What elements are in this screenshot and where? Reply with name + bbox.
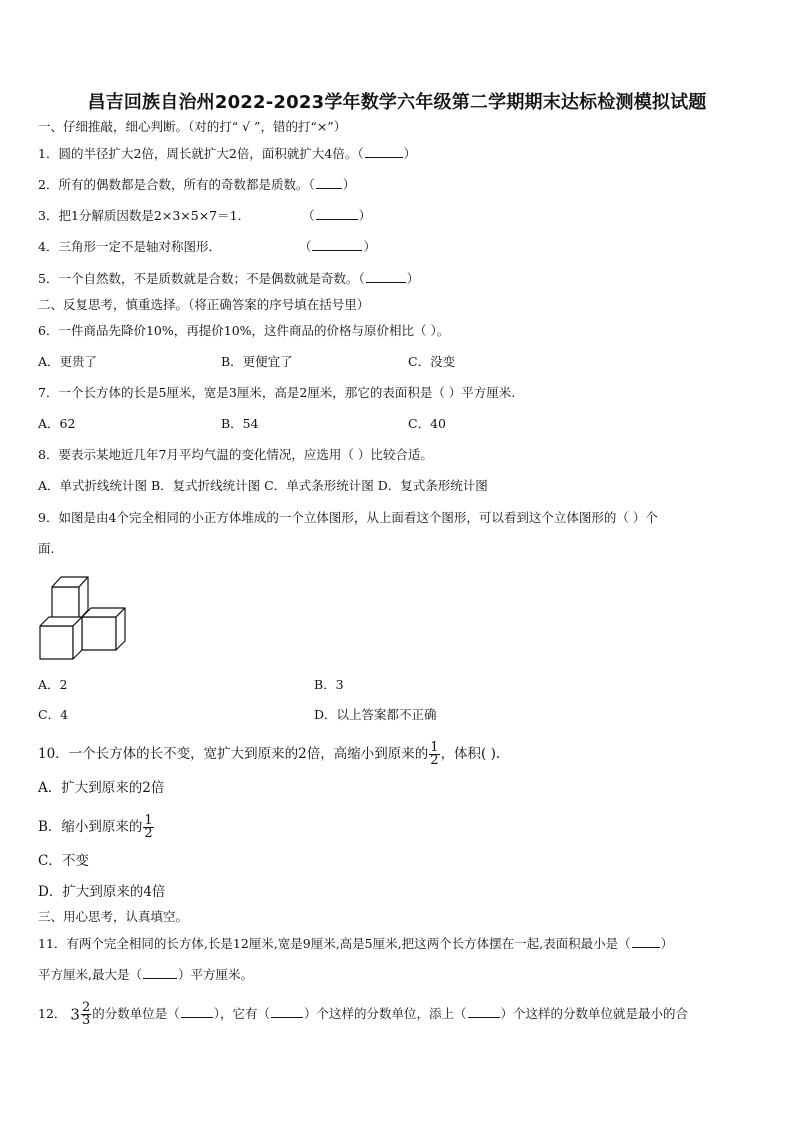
- q7-option-b[interactable]: B．54: [221, 416, 259, 431]
- q9-option-d[interactable]: D．以上答案都不正确: [314, 707, 437, 722]
- section1-heading: 一、仔细推敲，细心判断。（对的打“ √ ”，错的打“×”）: [38, 119, 347, 134]
- answer-blank[interactable]: [271, 1006, 303, 1018]
- q9-option-a[interactable]: A．2: [38, 677, 68, 692]
- question-6: 6．一件商品先降价10%，再提价10%，这件商品的价格与原价相比（ ）。: [38, 323, 450, 338]
- answer-blank[interactable]: [468, 1006, 500, 1018]
- mixed-number-whole: 3: [70, 1005, 80, 1024]
- question-3: 3．把1分解质因数是2×3×5×7＝1． （ ）: [38, 208, 372, 223]
- q10-option-d[interactable]: D．扩大到原来的4倍: [38, 884, 166, 900]
- q8-options[interactable]: A．单式折线统计图 B．复式折线统计图 C．单式条形统计图 D．复式条形统计图: [38, 478, 488, 493]
- q10-option-c[interactable]: C．不变: [38, 853, 89, 869]
- section2-heading: 二、反复思考，慎重选择。（将正确答案的序号填在括号里）: [38, 297, 370, 312]
- fraction-one-half: $\frac{1}{2}$: [430, 740, 439, 768]
- fraction-one-half: $\frac{1}{2}$: [144, 813, 153, 841]
- answer-blank[interactable]: [632, 936, 660, 948]
- question-7: 7．一个长方体的长是5厘米，宽是3厘米，高是2厘米，那它的表面积是（ ）平方厘米.: [38, 385, 516, 400]
- question-10: 10．一个长方体的长不变，宽扩大到原来的2倍，高缩小到原来的 $\frac{1}{2}$ ，体积( ).: [38, 740, 501, 768]
- answer-blank[interactable]: [365, 146, 403, 158]
- section3-heading: 三、用心思考，认真填空。: [38, 909, 189, 924]
- answer-blank[interactable]: [181, 1006, 213, 1018]
- q9-option-b[interactable]: B．3: [314, 677, 344, 692]
- question-5: 5．一个自然数，不是质数就是合数；不是偶数就是奇数。（ ）: [38, 271, 420, 286]
- q10-option-b[interactable]: B．缩小到原来的 $\frac{1}{2}$: [38, 813, 153, 841]
- question-9-cont: 面.: [38, 541, 55, 556]
- question-9: 9．如图是由4个完全相同的小正方体堆成的一个立体图形，从上面看这个图形，可以看到这个立体图形的（ ）个: [38, 510, 658, 525]
- answer-blank[interactable]: [316, 208, 358, 220]
- q6-option-b[interactable]: B．更便宜了: [221, 354, 293, 369]
- question-4: 4．三角形一定不是轴对称图形． （ ）: [38, 239, 376, 254]
- page-title: 昌吉回族自治州2022-2023学年数学六年级第二学期期末达标检测模拟试题: [87, 92, 707, 113]
- question-2: 2．所有的偶数都是合数，所有的奇数都是质数。（ ）: [38, 177, 356, 192]
- question-1: 1．圆的半径扩大2倍，周长就扩大2倍，面积就扩大4倍。（ ）: [38, 146, 417, 161]
- answer-blank[interactable]: [312, 239, 362, 251]
- q7-option-c[interactable]: C．40: [408, 416, 446, 431]
- question-12: 12． 3 $\frac{2}{3}$ 的分数单位是（ ），它有（ ）个这样的分数单位，添上（ ）个这样的分数单位就是最小的合: [38, 1000, 689, 1028]
- q6-option-c[interactable]: C．没变: [408, 354, 456, 369]
- question-11-cont: 平方厘米,最大是（ ）平方厘米。: [38, 967, 253, 982]
- mixed-number-fraction: $\frac{2}{3}$: [81, 1000, 91, 1028]
- question-8: 8．要表示某地近几年7月平均气温的变化情况，应选用（ ）比较合适。: [38, 447, 433, 462]
- answer-blank[interactable]: [316, 177, 342, 189]
- answer-blank[interactable]: [143, 967, 177, 979]
- q7-option-a[interactable]: A．62: [38, 416, 76, 431]
- q10-option-a[interactable]: A．扩大到原来的2倍: [38, 780, 165, 796]
- q6-option-a[interactable]: A．更贵了: [38, 354, 98, 369]
- answer-blank[interactable]: [366, 271, 406, 283]
- stacked-cubes-figure: [38, 572, 128, 664]
- q9-option-c[interactable]: C．4: [38, 707, 69, 722]
- question-11: 11．有两个完全相同的长方体,长是12厘米,宽是9厘米,高是5厘米,把这两个长方体摆在一起,表面积最小是（ ）: [38, 936, 674, 951]
